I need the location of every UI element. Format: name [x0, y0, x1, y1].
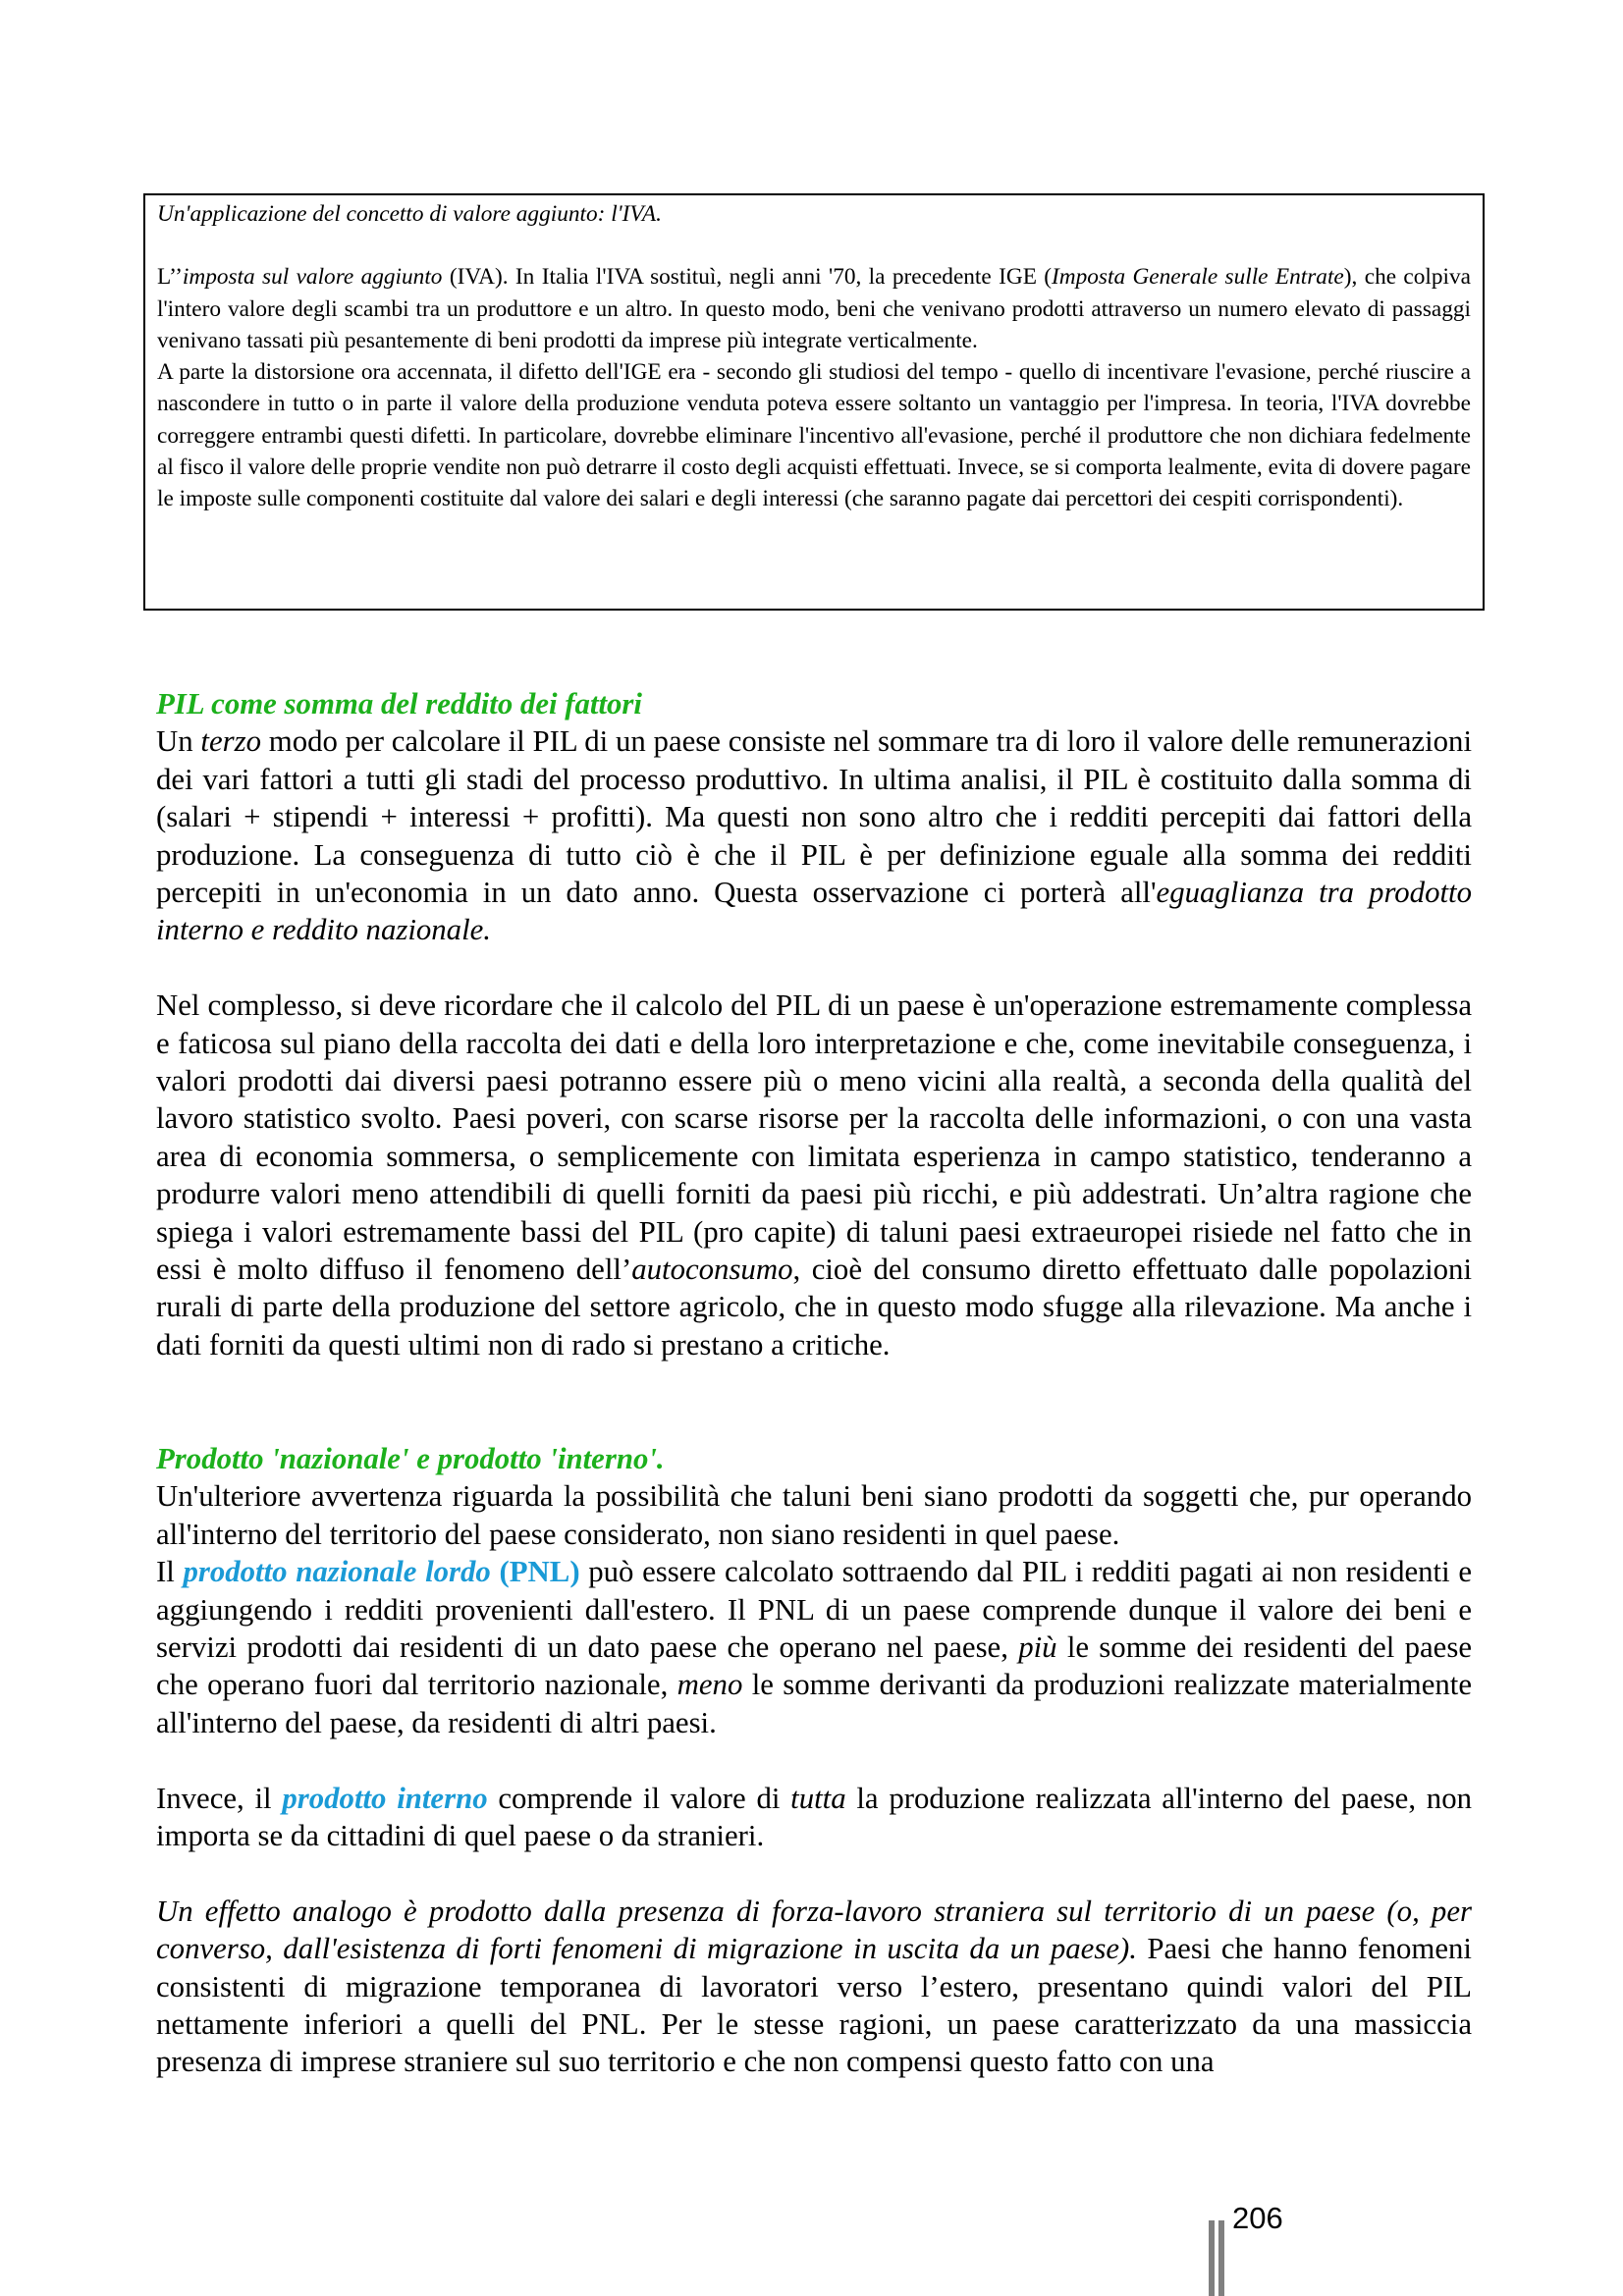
section-pil-reddito — [156, 685, 1472, 1363]
footer-bar-right — [1218, 2220, 1224, 2296]
section-heading-prodotto: Prodotto 'nazionale' e prodotto 'interno'. — [156, 1442, 665, 1475]
paragraph-effetto-analogo: Un effetto analogo è prodotto dalla presenza di forza-lavoro straniera sul territorio di un paese (o, per converso, dall'esistenza di forti fenomeni di migrazione in uscita da un paese). Paesi che hanno fenomeni consistenti di migrazione temporanea di lavoratori verso l’estero, presentano quindi valori del PIL nettamente inferiori a quelli del PNL. Per le stesse ragioni, un paese caratterizzato da una massiccia presenza di imprese straniere sul suo territorio e che non compensi questo fatto con una — [156, 1894, 1472, 2079]
term-prodotto-interno: prodotto interno — [282, 1781, 488, 1815]
paragraph-avvertenza: Un'ulteriore avvertenza riguarda la possibilità che taluni beni siano prodotti da soggetti che, pur operando all'interno del territorio del paese considerato, non siano residenti in quel paese. — [156, 1479, 1472, 1551]
iva-text-box — [143, 193, 1485, 611]
paragraph-prodotto-interno: Invece, il prodotto interno comprende il valore di tutta la produzione realizzata all'interno del paese, non importa se da cittadini di quel paese o da stranieri. — [156, 1781, 1472, 1853]
paragraph-calcolo-pil: Nel complesso, si deve ricordare che il calcolo del PIL di un paese è un'operazione estremamente complessa e faticosa sul piano della raccolta dei dati e della loro interpretazione e che, come inevitabile conseguenza, i valori prodotti dai diversi paesi potranno essere più o meno vicini alla realtà, a seconda della qualità del lavoro statistico svolto. Paesi poveri, con scarse risorse per la raccolta delle informazioni, o con una vasta area di economia sommersa, o semplicemente con limitata esperienza in campo statistico, tenderanno a produrre valori meno attendibili di quelli forniti da paesi più ricchi, e più addestrati. Un’altra ragione che spiega i valori estremamente bassi del PIL (pro capite) di taluni paesi extraeuropei risiede nel fatto che in essi è molto diffuso il fenomeno dell’autoconsumo, cioè del consumo diretto effettuato dalle popolazioni rurali di parte della produzione del settore agricolo, che in questo modo sfugge alla rilevazione. Ma anche i dati forniti da questi ultimi non di rado si prestano a critiche. — [156, 988, 1473, 1362]
section-heading-pil-reddito: PIL come somma del reddito dei fattori — [156, 687, 642, 721]
paragraph-terzo-modo: Un terzo modo per calcolare il PIL di un paese consiste nel sommare tra di loro il valore delle remunerazioni dei vari fattori a tutti gli stadi del processo produttivo. In ultima analisi, il PIL è costituito dalla somma di (salari + stipendi + interessi + profitti). Ma questi non sono altro che i redditi percepiti dai fattori della produzione. La conseguenza di tutto ciò è che il PIL è per definizione eguale alla somma dei redditi percepiti in un'economia in un dato anno. Questa osservazione ci porterà all'eguaglianza tra prodotto interno e reddito nazionale. — [156, 724, 1473, 947]
term-pnl-abbr: (PNL) — [490, 1555, 580, 1589]
footer-bar-left — [1209, 2220, 1215, 2296]
paragraph-pnl: Il prodotto nazionale lordo (PNL) può essere calcolato sottraendo dal PIL i redditi pagati ai non residenti e aggiungendo i redditi provenienti dall'estero. Il PNL di un paese comprende dunque il valore dei beni e servizi prodotti dai residenti di un dato paese che operano nel paese, più le somme dei residenti del paese che operano fuori dal territorio nazionale, meno le somme derivanti da produzioni realizzate materialmente all'interno del paese, da residenti di altri paesi. — [156, 1555, 1472, 1739]
box-title: Un'applicazione del concetto di valore aggiunto: l'IVA. — [157, 201, 662, 227]
term-prodotto-nazionale-lordo: prodotto nazionale lordo — [183, 1555, 491, 1589]
page-number: 206 — [1232, 2201, 1283, 2235]
section-prodotto-nazionale — [156, 1440, 1472, 2081]
box-paragraph-1: L’’imposta sul valore aggiunto (IVA). In Italia l'IVA sostituì, negli anni '70, la precedente IGE (Imposta Generale sulle Entrate), che colpiva l'intero valore degli scambi tra un produttore e un altro. In questo modo, beni che venivano prodotti attraverso un numero elevato di passaggi venivano tassati più pesantemente di beni prodotti da imprese più integrate verticalmente. — [157, 264, 1471, 353]
box-paragraph-2: A parte la distorsione ora accennata, il difetto dell'IGE era - secondo gli studiosi del tempo - quello di incentivare l'evasione, perché riuscire a nascondere in tutto o in parte il valore della produzione venduta poteva essere soltanto un vantaggio per l'impresa. In teoria, l'IVA dovrebbe correggere entrambi questi difetti. In particolare, dovrebbe eliminare l'incentivo all'evasione, perché il produttore che non dichiara fedelmente al fisco il valore delle proprie vendite non può detrarre il costo degli acquisti effettuati. Invece, se si comporta lealmente, evita di dovere pagare le imposte sulle componenti costituite dal valore dei salari e degli interessi (che saranno pagate dai percettori dei cespiti corrispondenti). — [157, 359, 1471, 512]
